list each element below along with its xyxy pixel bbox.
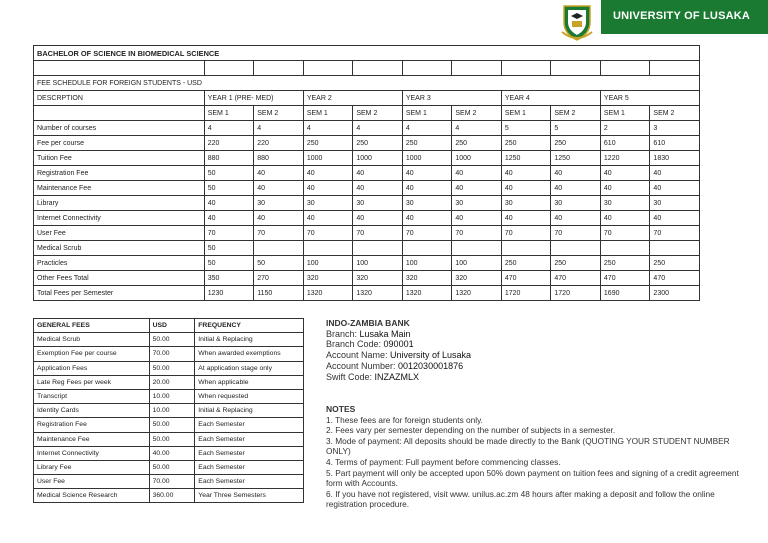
row-label: Fee per course xyxy=(34,136,205,151)
fee-cell: 30 xyxy=(303,196,353,211)
note-item: 2. Fees vary per semester depending on the number of subjects in a semester. xyxy=(326,425,616,436)
university-name: UNIVERSITY OF LUSAKA xyxy=(613,10,751,22)
year-header: YEAR 3 xyxy=(402,91,501,106)
table-row xyxy=(34,196,700,211)
fee-name: Late Reg Fees per week xyxy=(34,375,150,389)
fee-cell: 30 xyxy=(402,196,452,211)
fee-cell: 470 xyxy=(551,271,601,286)
fee-cell: 50 xyxy=(204,181,254,196)
fee-cell: 40 xyxy=(402,211,452,226)
fee-cell: 100 xyxy=(353,256,403,271)
bank-lines xyxy=(326,329,471,383)
note-item: 6. If you have not registered, visit www. unilus.ac.zm 48 hours after making a deposit and follow the online registration procedure. xyxy=(326,488,715,510)
fee-cell: 1320 xyxy=(402,286,452,301)
fee-amount: 50.00 xyxy=(149,418,195,432)
header-band xyxy=(601,0,768,34)
fee-cell: 1320 xyxy=(353,286,403,301)
fee-amount: 50.00 xyxy=(149,361,195,375)
fee-cell: 70 xyxy=(303,226,353,241)
note-item: 1. These fees are for foreign students only. xyxy=(326,414,483,425)
fee-cell: 250 xyxy=(501,136,551,151)
fee-cell: 70 xyxy=(452,226,502,241)
fee-cell: 1690 xyxy=(600,286,650,301)
row-label: Practicles xyxy=(34,256,205,271)
fee-cell: 470 xyxy=(600,271,650,286)
general-fees-rows xyxy=(34,333,304,503)
fee-frequency: Each Semester xyxy=(195,460,304,474)
note-item: 5. Part payment will only be accepted upon 50% down payment on tuition fees and signing of a credit agreement form with Accounts. xyxy=(326,467,739,489)
fee-cell: 610 xyxy=(600,136,650,151)
fee-cell: 30 xyxy=(551,196,601,211)
fee-name: User Fee xyxy=(34,475,150,489)
fee-cell: 270 xyxy=(254,271,304,286)
fee-name: Library Fee xyxy=(34,460,150,474)
bank-line-value: Lusaka Main xyxy=(359,328,411,339)
fee-cell: 1720 xyxy=(551,286,601,301)
fee-cell: 40 xyxy=(452,181,502,196)
fee-cell: 40 xyxy=(452,166,502,181)
note-item: 4. Terms of payment: Full payment before commencing classes. xyxy=(326,456,561,467)
fee-cell: 40 xyxy=(353,181,403,196)
fee-cell: 250 xyxy=(501,256,551,271)
fee-cell: 4 xyxy=(204,121,254,136)
fee-cell: 250 xyxy=(600,256,650,271)
fee-cell: 470 xyxy=(650,271,700,286)
table-row xyxy=(34,166,700,181)
table-row xyxy=(34,347,304,361)
table-row xyxy=(34,418,304,432)
fee-cell: 50 xyxy=(204,241,254,256)
bank-name: INDO-ZAMBIA BANK xyxy=(326,318,410,328)
fee-cell xyxy=(551,241,601,256)
fee-cell: 70 xyxy=(650,226,700,241)
university-crest-icon xyxy=(560,2,594,42)
fee-frequency: Each Semester xyxy=(195,418,304,432)
semester-header: SEM 2 xyxy=(551,106,601,121)
table-row xyxy=(34,241,700,256)
notes-list xyxy=(326,415,746,510)
fee-cell: 250 xyxy=(650,256,700,271)
description-label: DESCRPTION xyxy=(34,91,205,106)
fee-cell: 40 xyxy=(303,181,353,196)
bank-line xyxy=(326,350,471,361)
fee-cell: 250 xyxy=(551,136,601,151)
bank-line xyxy=(326,372,471,383)
general-fees-header-row xyxy=(34,319,304,333)
fee-cell: 40 xyxy=(303,166,353,181)
fee-cell: 40 xyxy=(204,196,254,211)
table-row xyxy=(34,432,304,446)
fee-cell: 5 xyxy=(551,121,601,136)
fee-schedule-table xyxy=(33,45,700,301)
fee-frequency: When awarded exemptions xyxy=(195,347,304,361)
fee-cell: 220 xyxy=(254,136,304,151)
fee-cell: 250 xyxy=(402,136,452,151)
table-title: BACHELOR OF SCIENCE IN BIOMEDICAL SCIENCE xyxy=(34,46,700,61)
fee-cell: 40 xyxy=(303,211,353,226)
row-label: Other Fees Total xyxy=(34,271,205,286)
fee-cell: 30 xyxy=(650,196,700,211)
fee-cell: 100 xyxy=(303,256,353,271)
row-label: Medical Scrub xyxy=(34,241,205,256)
fee-name: Identity Cards xyxy=(34,404,150,418)
fee-cell: 1250 xyxy=(501,151,551,166)
table-row xyxy=(34,404,304,418)
fee-cell: 2300 xyxy=(650,286,700,301)
fee-cell: 40 xyxy=(204,211,254,226)
fee-cell: 40 xyxy=(254,166,304,181)
fee-cell: 40 xyxy=(551,211,601,226)
fee-cell xyxy=(254,241,304,256)
fee-cell: 70 xyxy=(204,226,254,241)
fee-cell: 40 xyxy=(600,211,650,226)
fee-name: Medical Science Research xyxy=(34,489,150,503)
bank-line-value: INZAZMLX xyxy=(374,371,420,382)
table-row xyxy=(34,475,304,489)
fee-amount: 40.00 xyxy=(149,446,195,460)
table-row xyxy=(34,286,700,301)
fee-frequency: Each Semester xyxy=(195,432,304,446)
fee-frequency: When applicable xyxy=(195,375,304,389)
table-row xyxy=(34,375,304,389)
fee-cell: 40 xyxy=(254,181,304,196)
row-label: Number of courses xyxy=(34,121,205,136)
fee-cell: 50 xyxy=(254,256,304,271)
semester-header: SEM 2 xyxy=(452,106,502,121)
table-row xyxy=(34,211,700,226)
fee-frequency: Each Semester xyxy=(195,446,304,460)
semester-header: SEM 2 xyxy=(650,106,700,121)
fee-cell: 30 xyxy=(600,196,650,211)
fee-cell: 320 xyxy=(303,271,353,286)
fee-cell: 40 xyxy=(650,211,700,226)
fee-cell: 1150 xyxy=(254,286,304,301)
fee-cell: 4 xyxy=(353,121,403,136)
fee-cell: 3 xyxy=(650,121,700,136)
fee-cell: 70 xyxy=(501,226,551,241)
fee-cell: 1720 xyxy=(501,286,551,301)
table-row xyxy=(34,333,304,347)
table-row xyxy=(34,389,304,403)
table-row xyxy=(34,446,304,460)
table-row xyxy=(34,136,700,151)
fee-cell: 220 xyxy=(204,136,254,151)
fee-amount: 10.00 xyxy=(149,389,195,403)
fee-frequency: Initial & Replacing xyxy=(195,333,304,347)
fee-cell: 880 xyxy=(204,151,254,166)
fee-cell: 40 xyxy=(600,166,650,181)
fee-cell: 40 xyxy=(551,181,601,196)
row-label: Maintenance Fee xyxy=(34,181,205,196)
fee-cell: 2 xyxy=(600,121,650,136)
notes-title: NOTES xyxy=(326,404,356,414)
fee-cell: 320 xyxy=(402,271,452,286)
row-label: User Fee xyxy=(34,226,205,241)
fee-cell: 50 xyxy=(204,166,254,181)
row-label: Total Fees per Semester xyxy=(34,286,205,301)
fee-cell: 40 xyxy=(353,166,403,181)
fee-cell: 1000 xyxy=(353,151,403,166)
fee-cell: 4 xyxy=(254,121,304,136)
bank-line-label: Account Number: xyxy=(326,360,399,371)
fee-cell: 40 xyxy=(353,211,403,226)
fee-cell: 40 xyxy=(650,166,700,181)
fee-cell: 250 xyxy=(551,256,601,271)
table-row xyxy=(34,151,700,166)
fee-amount: 70.00 xyxy=(149,475,195,489)
row-label: Registration Fee xyxy=(34,166,205,181)
fee-cell: 70 xyxy=(254,226,304,241)
row-label: Tuition Fee xyxy=(34,151,205,166)
fee-cell: 30 xyxy=(452,196,502,211)
row-label: Internet Connectivity xyxy=(34,211,205,226)
fee-cell: 470 xyxy=(501,271,551,286)
fee-cell: 1320 xyxy=(303,286,353,301)
semester-header: SEM 2 xyxy=(254,106,304,121)
fee-cell xyxy=(402,241,452,256)
fee-cell: 1320 xyxy=(452,286,502,301)
fee-cell xyxy=(650,241,700,256)
semester-header: SEM 2 xyxy=(353,106,403,121)
fee-cell: 30 xyxy=(254,196,304,211)
fee-cell xyxy=(600,241,650,256)
row-label: Library xyxy=(34,196,205,211)
table-row xyxy=(34,271,700,286)
blank-row xyxy=(34,61,700,76)
fee-cell: 40 xyxy=(501,181,551,196)
year-header: YEAR 2 xyxy=(303,91,402,106)
semester-header: SEM 1 xyxy=(402,106,452,121)
table-row xyxy=(34,460,304,474)
fee-cell: 40 xyxy=(402,166,452,181)
fee-amount: 50.00 xyxy=(149,432,195,446)
year-header: YEAR 1 (PRE- MED) xyxy=(204,91,303,106)
fee-cell: 1250 xyxy=(551,151,601,166)
fee-cell: 40 xyxy=(600,181,650,196)
semester-header: SEM 1 xyxy=(204,106,254,121)
bank-line xyxy=(326,329,471,340)
table-subtitle: FEE SCHEDULE FOR FOREIGN STUDENTS - USD xyxy=(34,76,700,91)
fee-cell: 1000 xyxy=(402,151,452,166)
fee-cell: 5 xyxy=(501,121,551,136)
fee-amount: 70.00 xyxy=(149,347,195,361)
fee-amount: 50.00 xyxy=(149,460,195,474)
bank-line-label: Account Name: xyxy=(326,350,391,361)
fee-cell: 50 xyxy=(204,256,254,271)
fee-cell: 40 xyxy=(501,211,551,226)
fee-cell: 30 xyxy=(501,196,551,211)
fee-cell: 4 xyxy=(402,121,452,136)
fee-cell: 320 xyxy=(452,271,502,286)
semester-header-row xyxy=(34,106,700,121)
table-row xyxy=(34,181,700,196)
fee-cell: 70 xyxy=(600,226,650,241)
bank-line xyxy=(326,361,471,372)
note-item: 3. Mode of payment: All deposits should be made directly to the Bank (QUOTING YOUR STUDENT NUMBER ONLY) xyxy=(326,435,730,457)
fee-name: Maintenance Fee xyxy=(34,432,150,446)
fee-amount: 50.00 xyxy=(149,333,195,347)
fee-cell: 320 xyxy=(353,271,403,286)
fee-frequency: Year Three Semesters xyxy=(195,489,304,503)
fee-name: Registration Fee xyxy=(34,418,150,432)
fee-frequency: Each Semester xyxy=(195,475,304,489)
table-row xyxy=(34,226,700,241)
fee-cell: 250 xyxy=(452,136,502,151)
fee-cell: 40 xyxy=(402,181,452,196)
fee-cell: 250 xyxy=(353,136,403,151)
year-header: YEAR 4 xyxy=(501,91,600,106)
table-row xyxy=(34,489,304,503)
year-header-row xyxy=(34,91,700,106)
fee-cell: 1220 xyxy=(600,151,650,166)
fee-cell: 40 xyxy=(501,166,551,181)
fee-name: Application Fees xyxy=(34,361,150,375)
bank-line-label: Branch: xyxy=(326,328,360,339)
year-header: YEAR 5 xyxy=(600,91,699,106)
fee-cell: 4 xyxy=(452,121,502,136)
fee-frequency: When requested xyxy=(195,389,304,403)
fee-name: Exemption Fee per course xyxy=(34,347,150,361)
bank-line-label: Branch Code: xyxy=(326,339,384,350)
column-header: FREQUENCY xyxy=(195,319,304,333)
fee-cell xyxy=(303,241,353,256)
general-fees-table xyxy=(33,318,304,503)
fee-amount: 20.00 xyxy=(149,375,195,389)
bank-line-value: University of Lusaka xyxy=(390,350,472,361)
bank-line xyxy=(326,339,471,350)
notes-section xyxy=(326,404,746,510)
bank-line-label: Swift Code: xyxy=(326,371,375,382)
fee-cell: 40 xyxy=(452,211,502,226)
semester-header: SEM 1 xyxy=(501,106,551,121)
fee-frequency: At application stage only xyxy=(195,361,304,375)
column-header: USD xyxy=(149,319,195,333)
fee-cell: 70 xyxy=(551,226,601,241)
fee-cell: 1830 xyxy=(650,151,700,166)
semester-header: SEM 1 xyxy=(600,106,650,121)
fee-rows xyxy=(34,121,700,301)
column-header: GENERAL FEES xyxy=(34,319,150,333)
fee-frequency: Initial & Replacing xyxy=(195,404,304,418)
semester-header: SEM 1 xyxy=(303,106,353,121)
fee-cell: 1000 xyxy=(452,151,502,166)
fee-cell: 70 xyxy=(402,226,452,241)
fee-cell: 1000 xyxy=(303,151,353,166)
fee-cell: 250 xyxy=(303,136,353,151)
fee-amount: 360.00 xyxy=(149,489,195,503)
fee-cell: 4 xyxy=(303,121,353,136)
fee-amount: 10.00 xyxy=(149,404,195,418)
bank-line-value: 090001 xyxy=(383,339,414,350)
fee-cell: 1230 xyxy=(204,286,254,301)
fee-cell: 610 xyxy=(650,136,700,151)
fee-cell: 100 xyxy=(452,256,502,271)
table-row xyxy=(34,256,700,271)
bank-details xyxy=(326,318,471,382)
fee-cell xyxy=(353,241,403,256)
fee-cell xyxy=(452,241,502,256)
fee-cell: 40 xyxy=(254,211,304,226)
fee-cell: 70 xyxy=(353,226,403,241)
bank-line-value: 0012030001876 xyxy=(398,360,464,371)
fee-cell: 880 xyxy=(254,151,304,166)
table-row xyxy=(34,361,304,375)
fee-name: Medical Scrub xyxy=(34,333,150,347)
fee-cell xyxy=(501,241,551,256)
fee-cell: 40 xyxy=(551,166,601,181)
fee-cell: 40 xyxy=(650,181,700,196)
fee-cell: 350 xyxy=(204,271,254,286)
fee-name: Transcript xyxy=(34,389,150,403)
table-row xyxy=(34,121,700,136)
fee-cell: 30 xyxy=(353,196,403,211)
fee-cell: 100 xyxy=(402,256,452,271)
fee-name: Internet Connectivity xyxy=(34,446,150,460)
